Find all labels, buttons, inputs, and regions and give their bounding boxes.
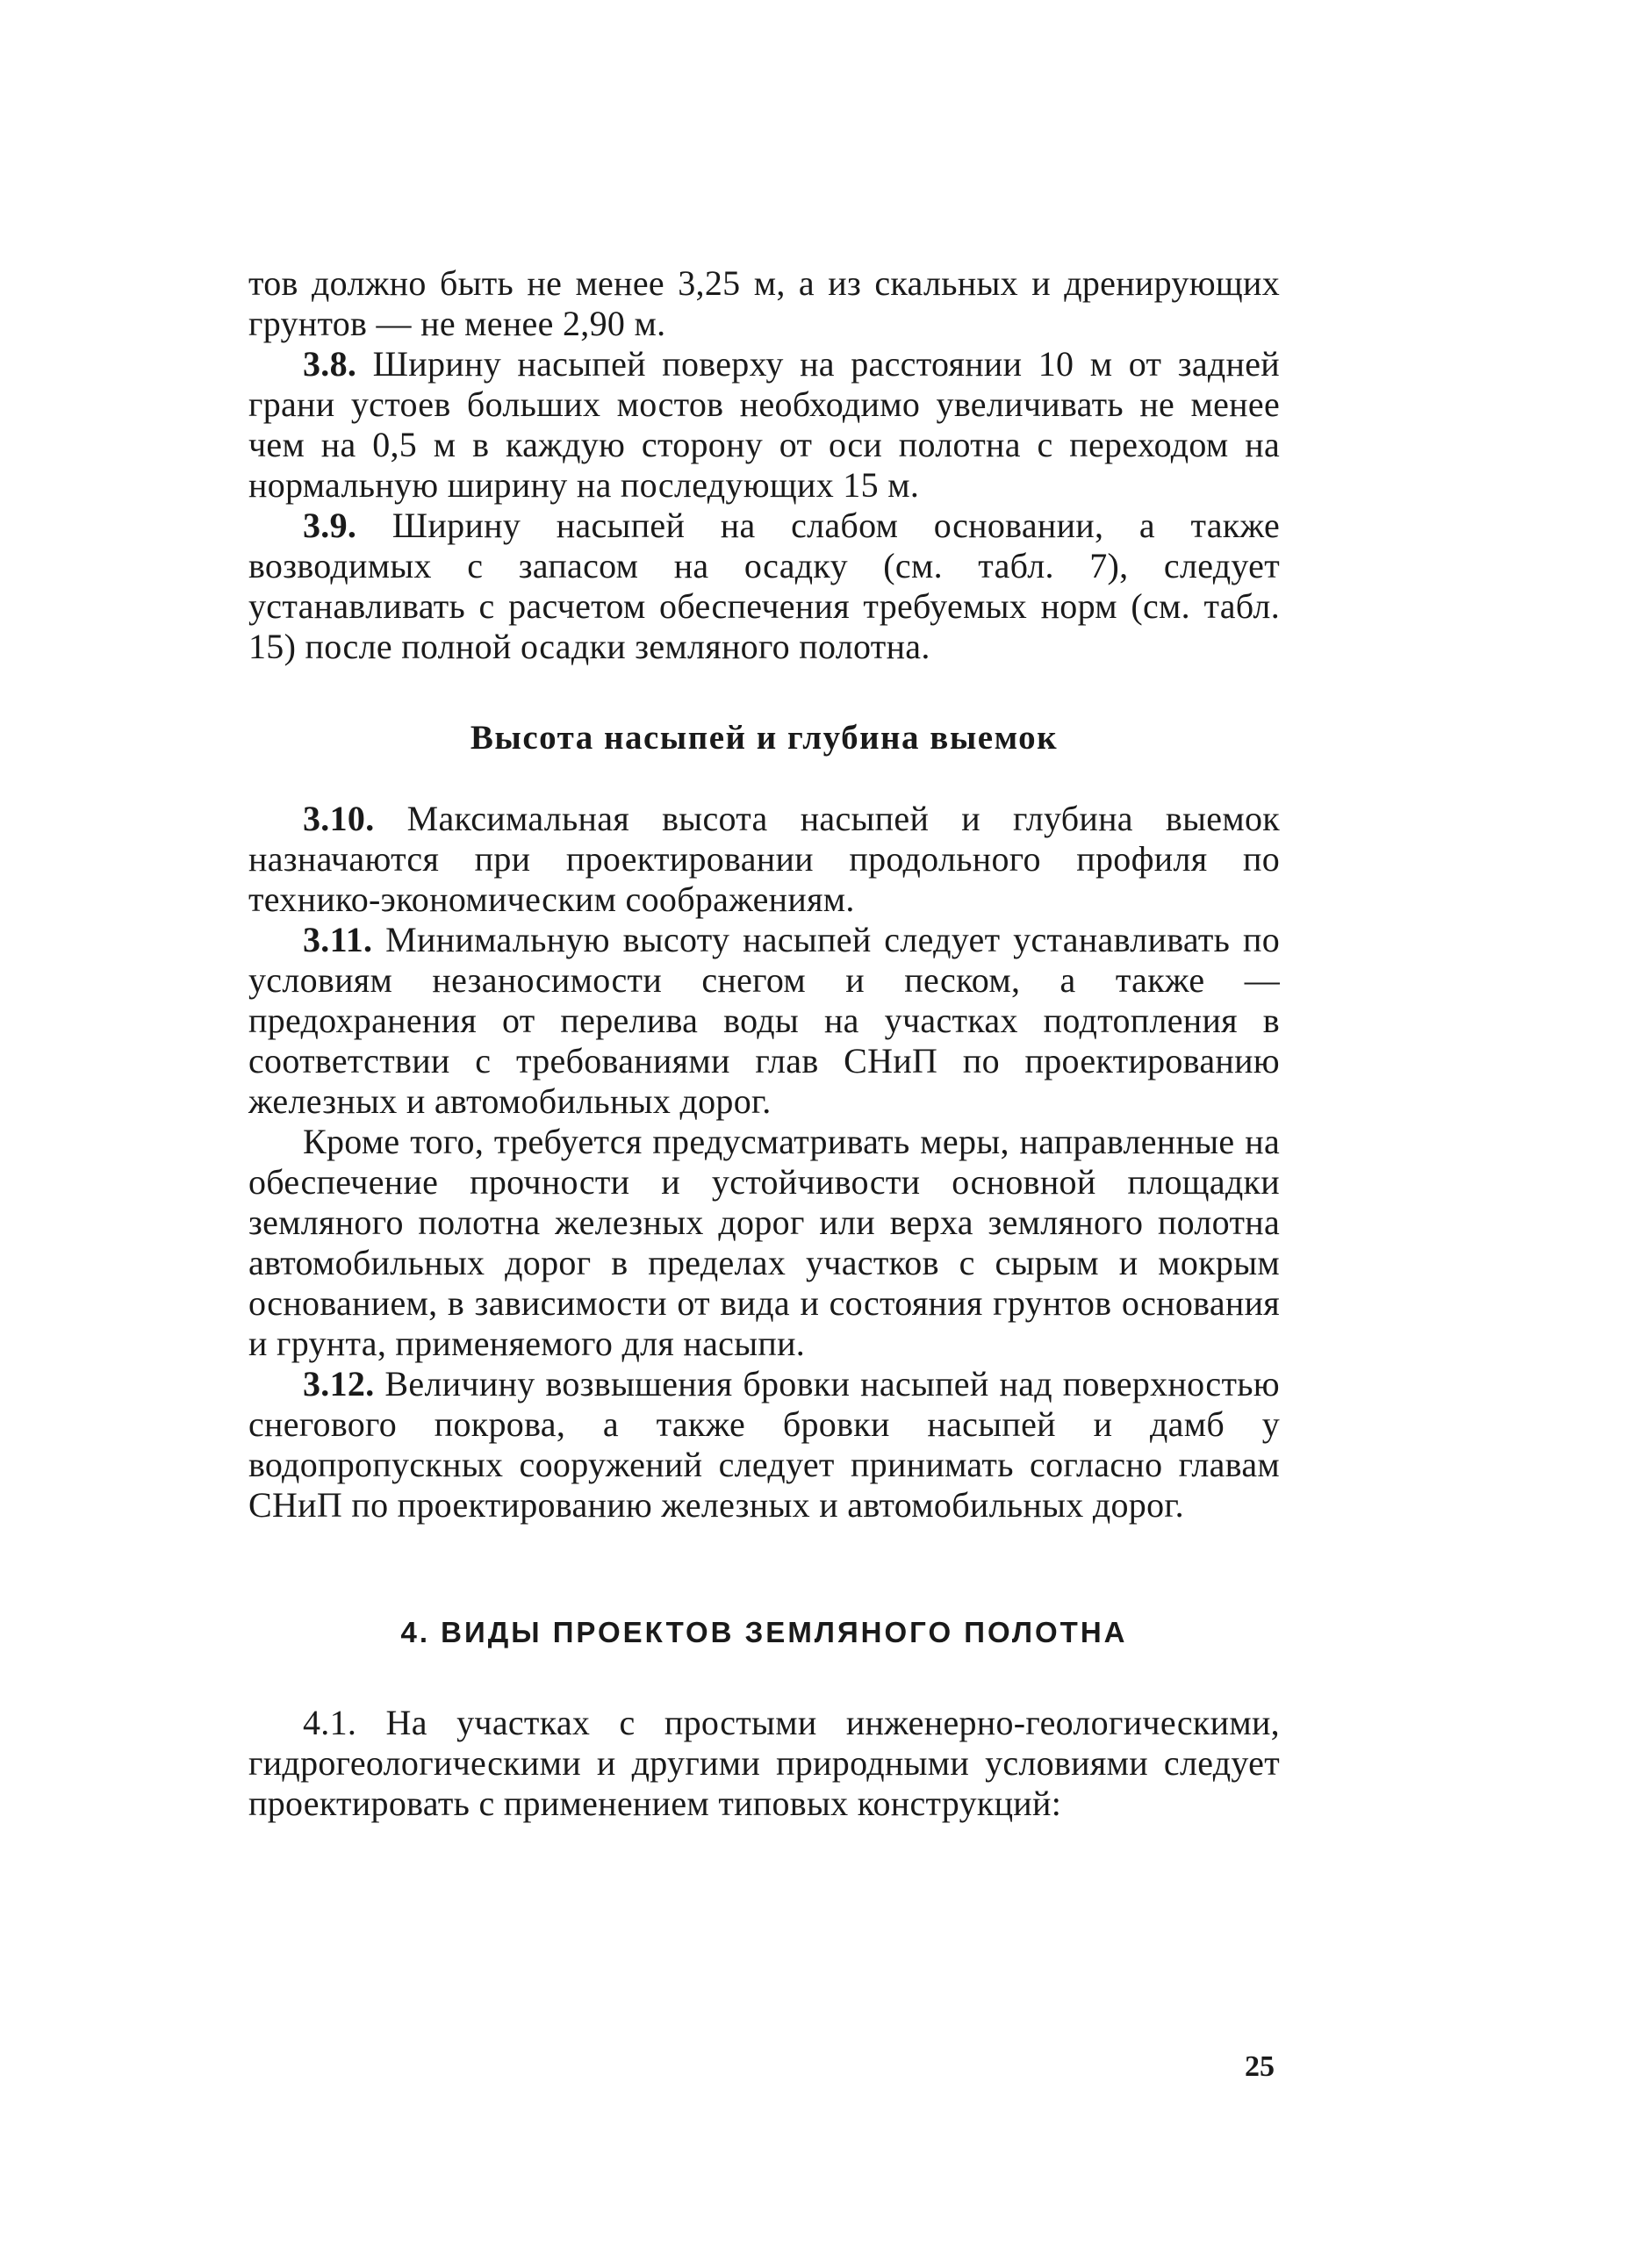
section-heading: 4. ВИДЫ ПРОЕКТОВ ЗЕМЛЯНОГО ПОЛОТНА xyxy=(400,1616,1128,1648)
clause-3-8 xyxy=(248,344,1280,506)
continuation-paragraph: тов должно быть не менее 3,25 м, а из скальных и дренирующих грунтов — не менее 2,90 м. xyxy=(248,263,1280,343)
clause-3-10 xyxy=(248,799,1280,920)
clause-number: 3.10. xyxy=(303,799,375,838)
clause-text: Ширину насыпей на слабом основании, а также возводимых с запасом на осадку (см. табл. 7), следует устанавливать с расчетом обеспечения требуемых норм (см. табл. 15) после полной осадки земляного полотна. xyxy=(248,506,1280,666)
document-page xyxy=(248,263,1280,1824)
clause-text: На участках с простыми инженерно-геологическими, гидрогеологическими и другими природными условиями следует проектировать с применением типовых конструкций: xyxy=(248,1703,1280,1823)
clause-3-9 xyxy=(248,506,1280,667)
clause-number: 3.12. xyxy=(303,1364,375,1403)
spacer xyxy=(248,1526,1280,1613)
clause-3-11 xyxy=(248,920,1280,1122)
clause-number: 4.1. xyxy=(303,1703,357,1742)
clause-number: 3.9. xyxy=(303,506,357,545)
spacer xyxy=(248,1652,1280,1703)
extra-paragraph: Кроме того, требуется предусматривать меры, направленные на обеспечение прочности и устойчивости основной площадки земляного полотна железных дорог или верха земляного полотна автомобильных дорог в пределах участков с сырым и мокрым основанием, в зависимости от вида и состояния грунтов основания и грунта, применяемого для насыпи. xyxy=(248,1122,1280,1363)
clause-text: Ширину насыпей поверху на расстоянии 10 м от задней грани устоев больших мостов необходимо увеличивать не менее чем на 0,5 м в каждую сторону от оси полотна с переходом на нормальную ширину на последующих 15 м. xyxy=(248,344,1280,505)
clause-number: 3.8. xyxy=(303,344,357,384)
clause-3-12 xyxy=(248,1364,1280,1526)
clause-4-1 xyxy=(248,1703,1280,1824)
clause-text: Величину возвышения бровки насыпей над поверхностью снегового покрова, а также бровки насыпей и дамб у водопропускных сооружений следует принимать согласно главам СНиП по проектированию железных и автомобильных дорог. xyxy=(248,1364,1280,1525)
spacer xyxy=(248,667,1280,718)
page-number: 25 xyxy=(1245,2050,1275,2083)
clause-number: 3.11. xyxy=(303,920,373,959)
subsection-heading: Высота насыпей и глубина выемок xyxy=(470,719,1059,757)
clause-text: Максимальная высота насыпей и глубина выемок назначаются при проектировании продольного профиля по технико-экономическим соображениям. xyxy=(248,799,1280,919)
spacer xyxy=(248,758,1280,799)
clause-text: Минимальную высоту насыпей следует устанавливать по условиям незаносимости снегом и песком, а также — предохранения от перелива воды на участках подтопления в соответствии с требованиями глав СНиП по проектированию железных и автомобильных дорог. xyxy=(248,920,1280,1121)
